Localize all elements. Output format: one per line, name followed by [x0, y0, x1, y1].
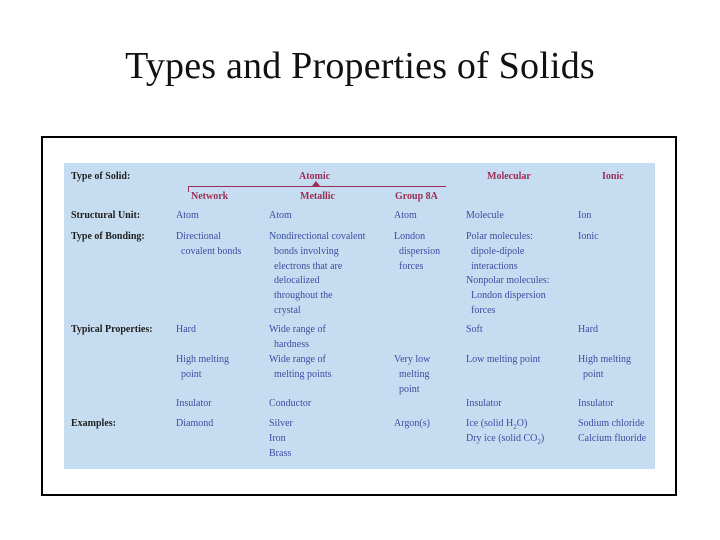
slide-title: Types and Properties of Solids: [125, 45, 595, 87]
bonding-ionic: Ionic: [578, 231, 599, 242]
examples-label: Examples:: [71, 418, 116, 429]
atomic-header: Atomic: [299, 171, 331, 182]
ionic-header: Ionic: [602, 171, 624, 182]
bonding-group8a: London dispersion forces: [394, 231, 441, 272]
solids-table: [64, 163, 655, 469]
melting-ionic: High melting point: [578, 354, 632, 380]
examples-ionic: Sodium chloride Calcium fluoride: [578, 418, 647, 444]
examples-molecular-dry-ice: Dry ice (solid $CO_2$): [466, 433, 545, 446]
conductivity-network: Insulator: [176, 398, 212, 409]
atomic-group-divider: [188, 186, 446, 187]
type-of-solid-label: Type of Solid:: [71, 171, 131, 182]
structural-unit-network: Atom: [176, 210, 199, 221]
conductivity-molecular: Insulator: [466, 398, 502, 409]
structural-unit-metallic: Atom: [269, 210, 292, 221]
structural-unit-molecular: Molecule: [466, 210, 504, 221]
examples-network: Diamond: [176, 418, 214, 429]
structural-unit-label: Structural Unit:: [71, 210, 141, 221]
hardness-metallic: Wide range of hardness: [269, 324, 326, 350]
bonding-label: Type of Bonding:: [71, 231, 145, 242]
melting-molecular: Low melting point: [466, 354, 541, 365]
examples-metallic: Silver Iron Brass: [269, 418, 293, 459]
conductivity-metallic: Conductor: [269, 398, 312, 409]
bonding-network: Directional covalent bonds: [176, 231, 242, 257]
atomic-group-left-tick: [188, 186, 189, 192]
examples-group8a: Argon(s): [394, 418, 430, 429]
bonding-molecular: Polar molecules: dipole-dipole interactions Nonpolar molecules: London dispersion forces: [466, 231, 550, 316]
group8a-header: Group 8A: [395, 191, 438, 202]
metallic-header: Metallic: [300, 191, 335, 202]
atomic-group-caret: [312, 181, 320, 186]
molecular-header: Molecular: [487, 171, 531, 182]
hardness-network: Hard: [176, 324, 196, 335]
hardness-molecular: Soft: [466, 324, 483, 335]
melting-group8a: Very low melting point: [394, 354, 431, 395]
melting-network: High melting point: [176, 354, 230, 380]
conductivity-ionic: Insulator: [578, 398, 614, 409]
hardness-ionic: Hard: [578, 324, 598, 335]
examples-molecular-ice: Ice (solid $H_2O$): [466, 418, 528, 431]
structural-unit-group8a: Atom: [394, 210, 417, 221]
structural-unit-ionic: Ion: [578, 210, 592, 221]
properties-label: Typical Properties:: [71, 324, 153, 335]
bonding-metallic: Nondirectional covalent bonds involving electrons that are delocalized throughout the crystal: [269, 231, 366, 316]
network-header: Network: [191, 191, 229, 202]
melting-metallic: Wide range of melting points: [269, 354, 332, 380]
